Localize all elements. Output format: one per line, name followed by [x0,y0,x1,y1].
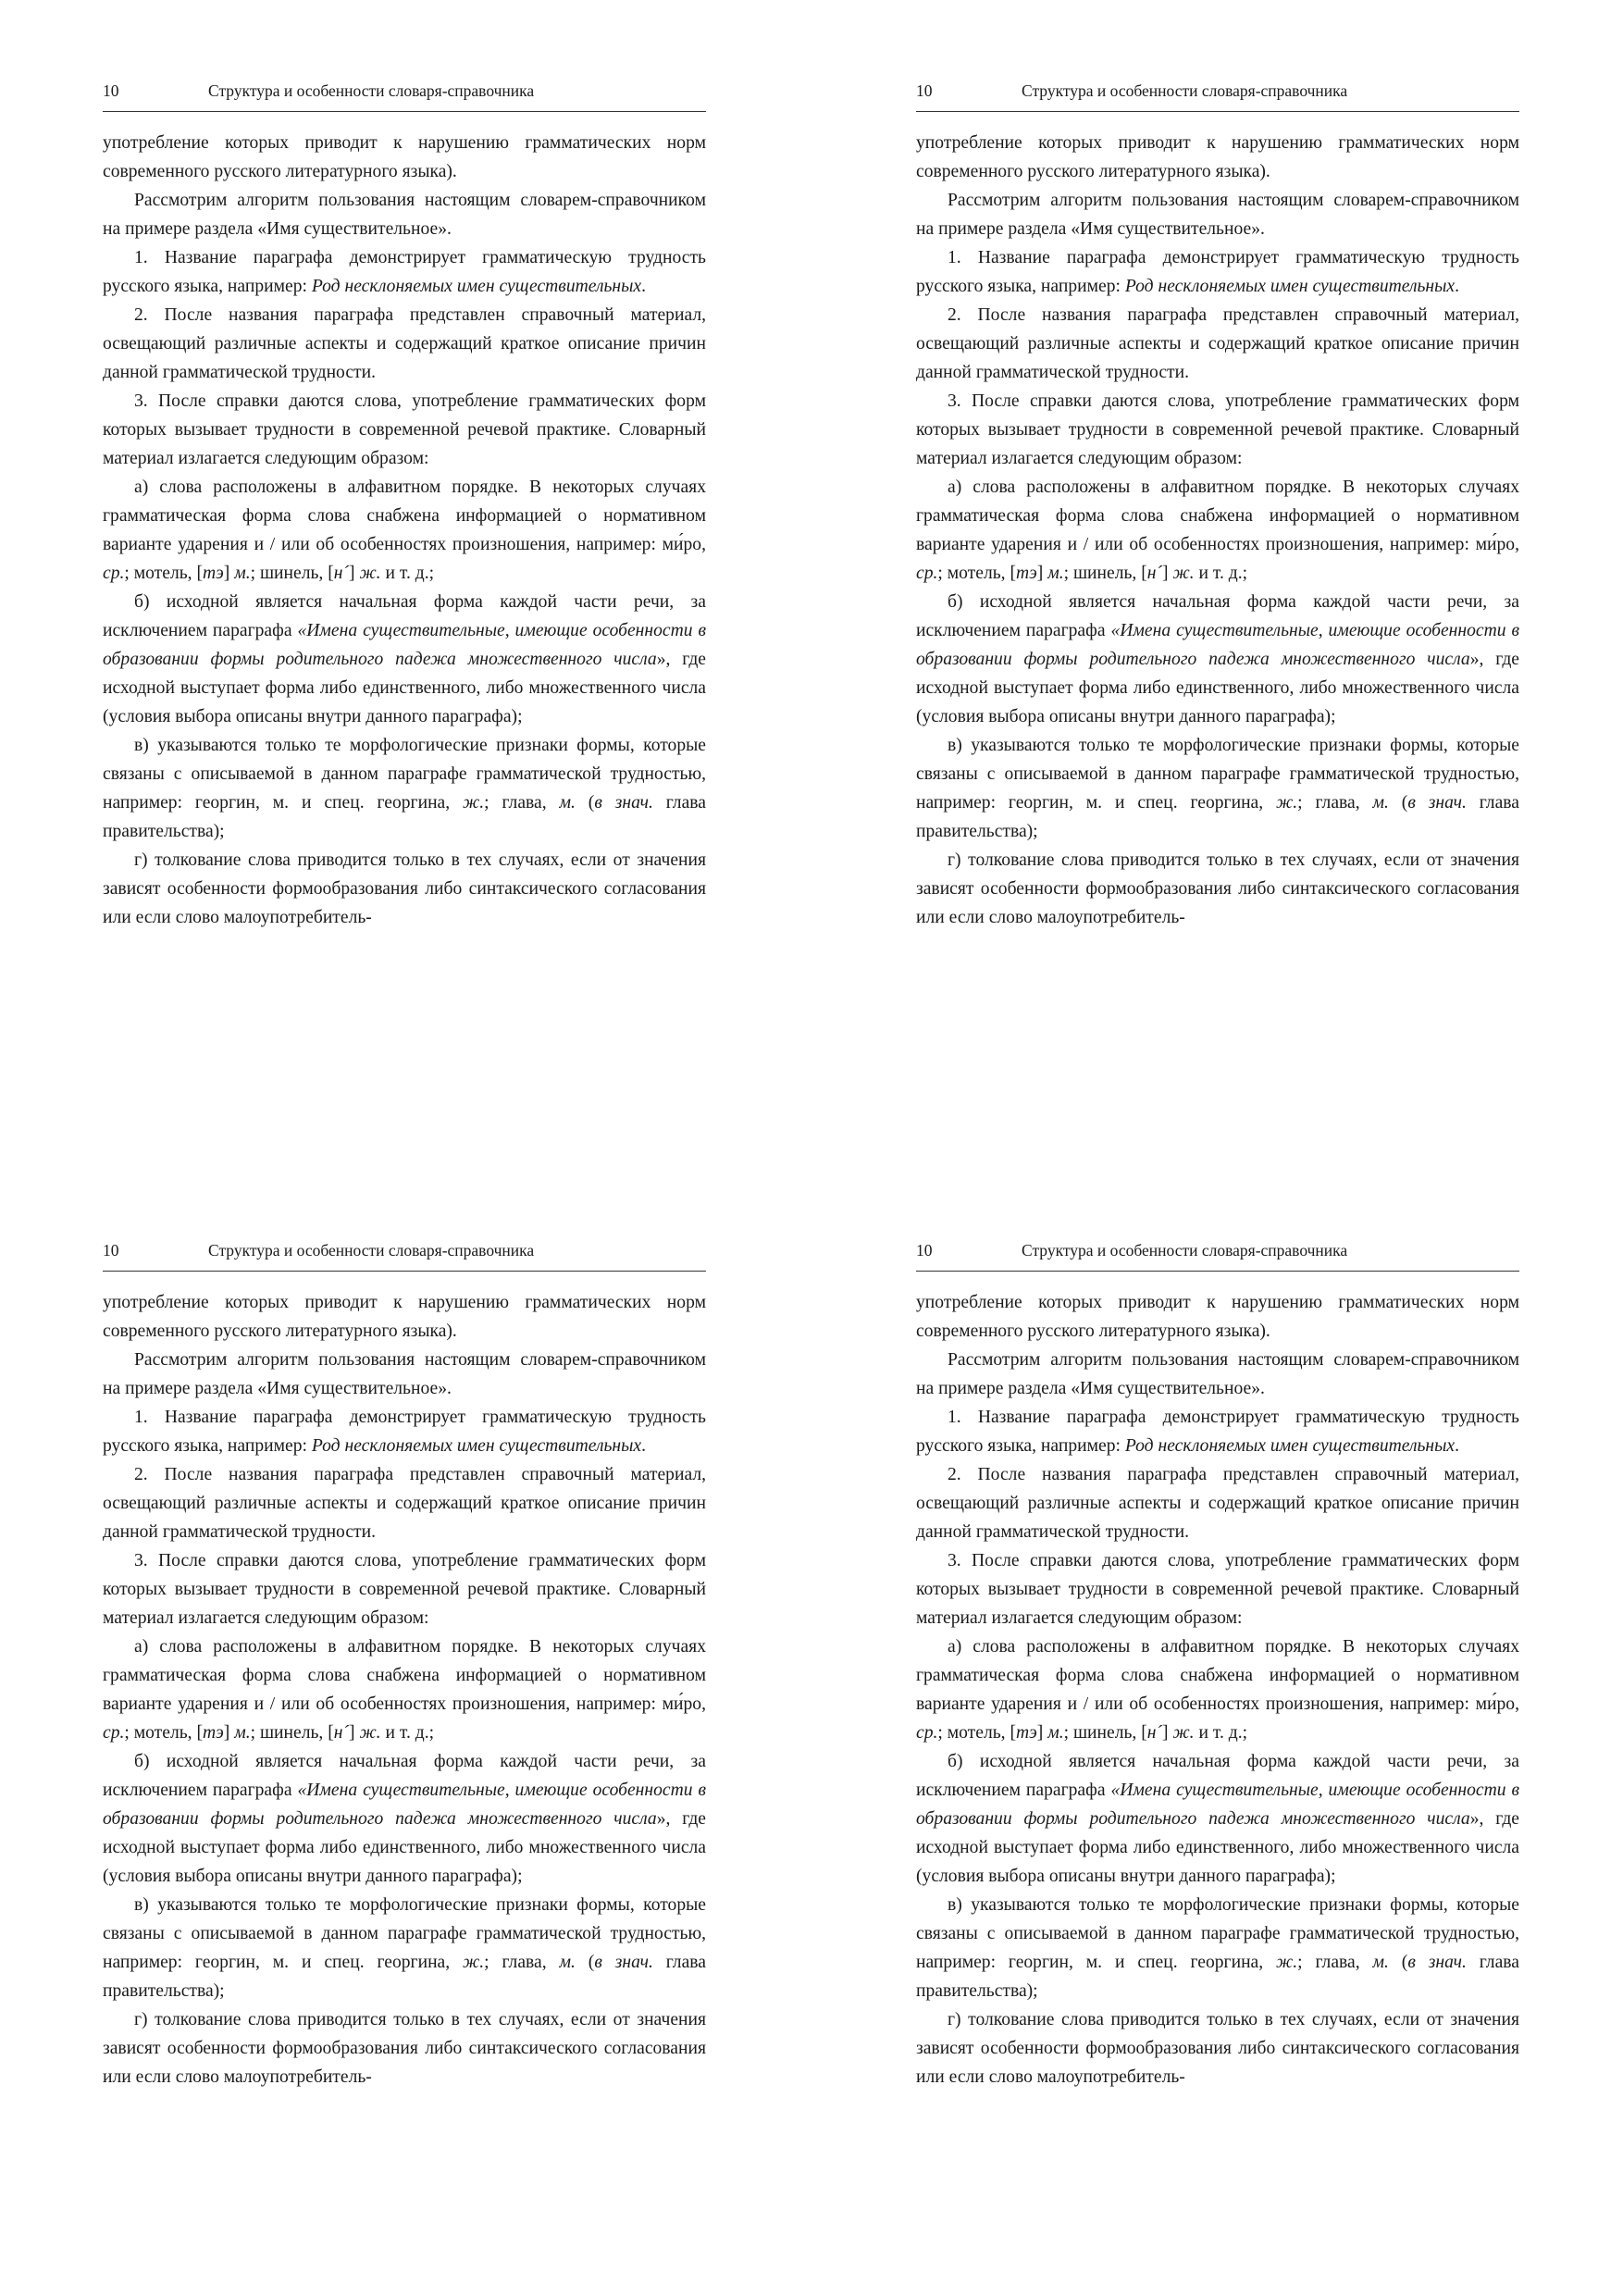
running-title: Структура и особенности словаря-справочника [208,81,535,100]
paragraph: б) исходной является начальная форма каждой части речи, за исключением параграфа «Имена существительные, имеющие особенности в образовании формы родительного падежа множественного числа», где исходной выступает форма либо единственного, либо множественного числа (условия выбора описаны внутри данного параграфа); [916,1752,1519,1886]
paragraph: в) указываются только те морфологические признаки формы, которые связаны с описываемой в данном параграфе грамматической трудностью, например: георгин, м. и спец. георгина, ж.; глава, м. (в знач. глава правительства); [916,1895,1519,2001]
paragraph: а) слова расположены в алфавитном порядке. В некоторых случаях грамматическая форма слова снабжена информацией о нормативном варианте ударения и / или об особенностях произношения, например: ми́ро, ср.; мотель, [тэ] м.; шинель, [н´] ж. и т. д.; [103,1637,706,1743]
paragraph: 3. После справки даются слова, употребление грамматических форм которых вызывает трудности в современной речевой практике. Словарный материал излагается следующим образом: [103,1551,706,1628]
paragraph: 2. После названия параграфа представлен справочный материал, освещающий различные аспекты и содержащий краткое описание причин данной грамматической трудности. [103,305,706,382]
paragraph: 1. Название параграфа демонстрирует грамматическую трудность русского языка, например: Род несклоняемых имен существительных. [916,1408,1519,1456]
page-body [103,1288,706,2091]
paragraph: употребление которых приводит к нарушению грамматических норм современного русского литературного языка). [916,133,1519,181]
paragraph: 1. Название параграфа демонстрирует грамматическую трудность русского языка, например: Род несклоняемых имен существительных. [103,248,706,296]
running-header [103,74,706,112]
paragraph: б) исходной является начальная форма каждой части речи, за исключением параграфа «Имена существительные, имеющие особенности в образовании формы родительного падежа множественного числа», где исходной выступает форма либо единственного, либо множественного числа (условия выбора описаны внутри данного параграфа); [916,592,1519,726]
paragraph: а) слова расположены в алфавитном порядке. В некоторых случаях грамматическая форма слова снабжена информацией о нормативном варианте ударения и / или об особенностях произношения, например: ми́ро, ср.; мотель, [тэ] м.; шинель, [н´] ж. и т. д.; [916,478,1519,583]
paragraph: 2. После названия параграфа представлен справочный материал, освещающий различные аспекты и содержащий краткое описание причин данной грамматической трудности. [103,1465,706,1542]
paragraph: б) исходной является начальная форма каждой части речи, за исключением параграфа «Имена существительные, имеющие особенности в образовании формы родительного падежа множественного числа», где исходной выступает форма либо единственного, либо множественного числа (условия выбора описаны внутри данного параграфа); [103,592,706,726]
paragraph: Рассмотрим алгоритм пользования настоящим словарем-справочником на примере раздела «Имя существительное». [103,1350,706,1398]
running-header [916,1234,1519,1272]
page-body [916,129,1519,932]
paragraph: 3. После справки даются слова, употребление грамматических форм которых вызывает трудности в современной речевой практике. Словарный материал излагается следующим образом: [103,391,706,468]
paragraph: Рассмотрим алгоритм пользования настоящим словарем-справочником на примере раздела «Имя существительное». [916,1350,1519,1398]
paragraph: в) указываются только те морфологические признаки формы, которые связаны с описываемой в данном параграфе грамматической трудностью, например: георгин, м. и спец. георгина, ж.; глава, м. (в знач. глава правительства); [103,1895,706,2001]
page-number: 10 [103,1241,119,1260]
paragraph: г) толкование слова приводится только в тех случаях, если от значения зависят особенности формообразования либо синтаксического согласования или если слово малоупотребитель- [916,2010,1519,2087]
page-number: 10 [916,1241,933,1260]
page-number: 10 [103,81,119,100]
paragraph: г) толкование слова приводится только в тех случаях, если от значения зависят особенности формообразования либо синтаксического согласования или если слово малоупотребитель- [916,850,1519,927]
paragraph: употребление которых приводит к нарушению грамматических норм современного русского литературного языка). [103,133,706,181]
page-top-right [916,74,1519,932]
paragraph: 2. После названия параграфа представлен справочный материал, освещающий различные аспекты и содержащий краткое описание причин данной грамматической трудности. [916,305,1519,382]
running-header [103,1234,706,1272]
page-bottom-right [916,1234,1519,2091]
paragraph: употребление которых приводит к нарушению грамматических норм современного русского литературного языка). [103,1293,706,1341]
running-title: Структура и особенности словаря-справочника [1022,81,1348,100]
paragraph: г) толкование слова приводится только в тех случаях, если от значения зависят особенности формообразования либо синтаксического согласования или если слово малоупотребитель- [103,850,706,927]
paragraph: б) исходной является начальная форма каждой части речи, за исключением параграфа «Имена существительные, имеющие особенности в образовании формы родительного падежа множественного числа», где исходной выступает форма либо единственного, либо множественного числа (условия выбора описаны внутри данного параграфа); [103,1752,706,1886]
paragraph: употребление которых приводит к нарушению грамматических норм современного русского литературного языка). [916,1293,1519,1341]
paragraph: в) указываются только те морфологические признаки формы, которые связаны с описываемой в данном параграфе грамматической трудностью, например: георгин, м. и спец. георгина, ж.; глава, м. (в знач. глава правительства); [916,736,1519,841]
paragraph: Рассмотрим алгоритм пользования настоящим словарем-справочником на примере раздела «Имя существительное». [916,191,1519,239]
paragraph: г) толкование слова приводится только в тех случаях, если от значения зависят особенности формообразования либо синтаксического согласования или если слово малоупотребитель- [103,2010,706,2087]
paragraph: 1. Название параграфа демонстрирует грамматическую трудность русского языка, например: Род несклоняемых имен существительных. [916,248,1519,296]
running-header [916,74,1519,112]
paragraph: 2. После названия параграфа представлен справочный материал, освещающий различные аспекты и содержащий краткое описание причин данной грамматической трудности. [916,1465,1519,1542]
page-number: 10 [916,81,933,100]
paragraph: Рассмотрим алгоритм пользования настоящим словарем-справочником на примере раздела «Имя существительное». [103,191,706,239]
running-title: Структура и особенности словаря-справочника [1022,1241,1348,1260]
paragraph: 3. После справки даются слова, употребление грамматических форм которых вызывает трудности в современной речевой практике. Словарный материал излагается следующим образом: [916,1551,1519,1628]
running-title: Структура и особенности словаря-справочника [208,1241,535,1260]
paragraph: а) слова расположены в алфавитном порядке. В некоторых случаях грамматическая форма слова снабжена информацией о нормативном варианте ударения и / или об особенностях произношения, например: ми́ро, ср.; мотель, [тэ] м.; шинель, [н´] ж. и т. д.; [103,478,706,583]
page-body [916,1288,1519,2091]
page-body [103,129,706,932]
paragraph: а) слова расположены в алфавитном порядке. В некоторых случаях грамматическая форма слова снабжена информацией о нормативном варианте ударения и / или об особенностях произношения, например: ми́ро, ср.; мотель, [тэ] м.; шинель, [н´] ж. и т. д.; [916,1637,1519,1743]
page-bottom-left [103,1234,706,2091]
paragraph: 1. Название параграфа демонстрирует грамматическую трудность русского языка, например: Род несклоняемых имен существительных. [103,1408,706,1456]
paragraph: в) указываются только те морфологические признаки формы, которые связаны с описываемой в данном параграфе грамматической трудностью, например: георгин, м. и спец. георгина, ж.; глава, м. (в знач. глава правительства); [103,736,706,841]
page-top-left [103,74,706,932]
paragraph: 3. После справки даются слова, употребление грамматических форм которых вызывает трудности в современной речевой практике. Словарный материал излагается следующим образом: [916,391,1519,468]
